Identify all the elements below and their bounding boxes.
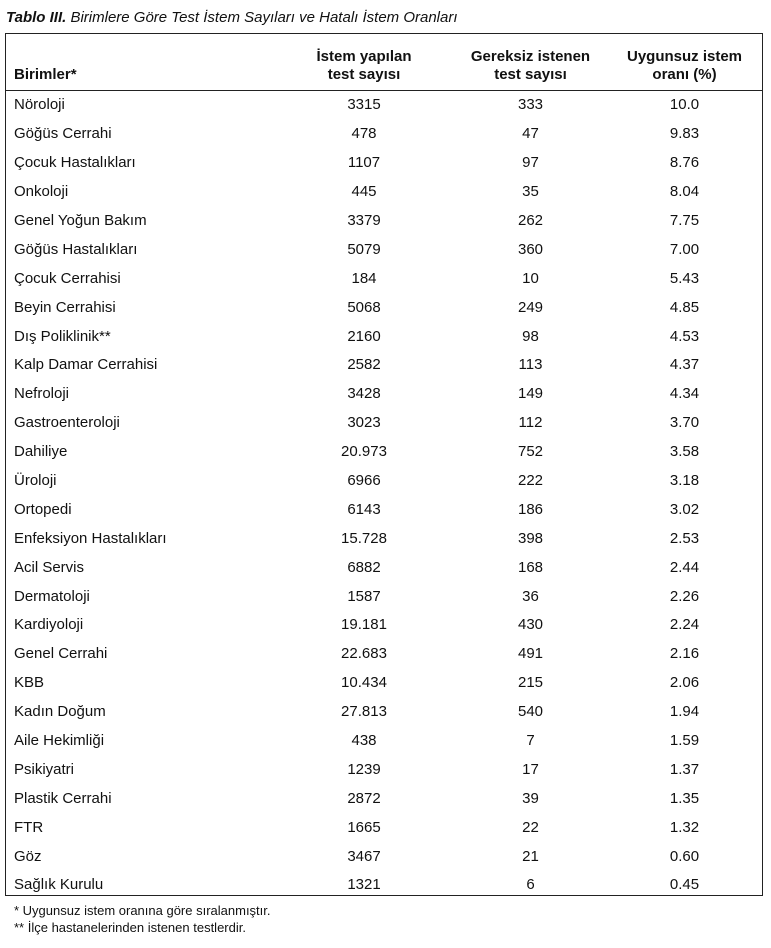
cell-unnecessary: 113	[518, 356, 543, 374]
cell-ratio: 2.24	[669, 616, 700, 634]
cell-unnecessary: 36	[522, 587, 539, 605]
cell-unnecessary: 249	[517, 298, 544, 316]
caption-text: Birimlere Göre Test İstem Sayıları ve Hatalı İstem Oranları	[66, 9, 458, 26]
cell-unnecessary: 22	[522, 818, 539, 836]
cell-requested: 3379	[347, 212, 381, 229]
cell-unnecessary: 47	[522, 125, 539, 143]
cell-unnecessary: 752	[517, 443, 544, 461]
cell-unnecessary: 39	[522, 789, 539, 807]
cell-requested: 478	[351, 125, 377, 143]
cell-ratio: 1.37	[669, 760, 700, 778]
cell-ratio: 0.60	[669, 847, 700, 865]
table-row	[6, 149, 762, 178]
cell-ratio: 1.59	[669, 732, 700, 750]
cell-unnecessary: 540	[517, 703, 544, 721]
cell-requested: 1587	[347, 587, 381, 605]
cell-ratio: 4.37	[669, 356, 700, 374]
table-row	[6, 322, 762, 351]
cell-unnecessary: 186	[517, 500, 544, 518]
cell-requested: 438	[351, 732, 377, 750]
cell-unit: Dermatoloji	[14, 587, 90, 605]
cell-requested: 3023	[347, 414, 381, 432]
cell-unnecessary: 222	[517, 472, 544, 490]
cell-ratio: 9.83	[669, 125, 700, 143]
cell-unnecessary: 215	[517, 674, 544, 692]
cell-unnecessary: 21	[522, 847, 539, 865]
table-row	[6, 698, 762, 727]
cell-requested: 20.973	[341, 443, 387, 461]
cell-requested: 15.728	[341, 529, 387, 547]
footnote-1: * Uygunsuz istem oranına göre sıralanmıştır.	[14, 903, 271, 918]
cell-ratio: 5.43	[669, 269, 700, 287]
header-requested-line1: İstem yapılan	[316, 48, 412, 65]
cell-unit: Kardiyoloji	[14, 616, 84, 634]
table-row	[6, 235, 762, 264]
table-body	[6, 91, 762, 900]
header-ratio-line2: oranı (%)	[652, 66, 717, 83]
cell-ratio: 7.75	[669, 212, 700, 229]
cell-unit: Üroloji	[14, 472, 57, 490]
cell-requested: 22.683	[341, 645, 387, 663]
data-table	[6, 34, 762, 900]
header-unit: Birimler*	[6, 34, 274, 91]
cell-ratio: 4.85	[669, 298, 700, 316]
cell-unnecessary: 7	[526, 732, 535, 750]
cell-unnecessary: 17	[522, 760, 539, 778]
table-row	[6, 351, 762, 380]
table-row	[6, 438, 762, 467]
cell-unnecessary: 10	[522, 269, 539, 287]
cell-requested: 2872	[347, 789, 381, 807]
cell-unit: Göğüs Cerrahi	[14, 125, 112, 143]
cell-ratio: 2.16	[669, 645, 700, 663]
cell-requested: 1239	[347, 760, 381, 778]
cell-unit: Beyin Cerrahisi	[14, 298, 116, 316]
cell-unit: Dış Poliklinik**	[14, 327, 111, 345]
table-row	[6, 784, 762, 813]
cell-unnecessary: 98	[522, 327, 539, 345]
cell-unit: Plastik Cerrahi	[14, 789, 112, 807]
cell-ratio: 10.0	[669, 96, 700, 114]
header-unnecessary	[454, 34, 607, 91]
header-ratio	[607, 34, 762, 91]
footnote-2: ** İlçe hastanelerinden istenen testlerdir.	[14, 920, 246, 935]
table-row	[6, 553, 762, 582]
table-caption	[6, 8, 458, 28]
table-row	[6, 91, 762, 120]
header-unnecessary-line2: test sayısı	[494, 66, 567, 83]
cell-requested: 1107	[347, 154, 381, 172]
cell-ratio: 8.04	[669, 183, 700, 201]
cell-requested: 1321	[347, 876, 381, 894]
cell-requested: 19.181	[341, 616, 387, 634]
table-row	[6, 293, 762, 322]
cell-requested: 3428	[347, 385, 381, 403]
cell-requested: 5068	[347, 298, 381, 316]
table-row	[6, 755, 762, 784]
cell-unnecessary: 149	[517, 385, 544, 403]
caption-label: Tablo III.	[6, 9, 67, 26]
table-row	[6, 871, 762, 900]
table-row	[6, 669, 762, 698]
cell-requested: 2160	[347, 327, 381, 345]
cell-unit: Acil Servis	[14, 558, 85, 576]
cell-requested: 2582	[347, 356, 381, 374]
table-row	[6, 495, 762, 524]
table-row	[6, 524, 762, 553]
cell-unnecessary: 333	[517, 96, 544, 114]
header-unnecessary-line1: Gereksiz istenen	[470, 48, 591, 65]
cell-requested: 3467	[347, 847, 381, 865]
cell-ratio: 4.53	[669, 327, 700, 345]
cell-unit: Gastroenteroloji	[14, 414, 120, 432]
cell-requested: 27.813	[341, 703, 387, 721]
table-row	[6, 207, 762, 236]
cell-ratio: 1.32	[669, 818, 700, 836]
cell-unnecessary: 430	[517, 616, 544, 634]
cell-unit: Dahiliye	[14, 443, 68, 461]
cell-ratio: 8.76	[669, 154, 700, 172]
cell-unnecessary: 112	[518, 414, 543, 432]
cell-ratio: 1.94	[669, 703, 700, 721]
table-row	[6, 380, 762, 409]
cell-unnecessary: 398	[517, 529, 544, 547]
cell-requested: 445	[351, 183, 377, 201]
cell-unit: Psikiyatri	[14, 760, 75, 778]
cell-unit: Kadın Doğum	[14, 703, 106, 721]
table-row	[6, 120, 762, 149]
table-row	[6, 178, 762, 207]
cell-unit: FTR	[14, 818, 44, 836]
table-row	[6, 611, 762, 640]
cell-unit: KBB	[14, 674, 45, 692]
cell-requested: 6966	[347, 472, 381, 490]
table-row	[6, 582, 762, 611]
cell-unit: Onkoloji	[14, 183, 69, 201]
cell-requested: 10.434	[341, 674, 387, 692]
table-row	[6, 264, 762, 293]
table-row	[6, 842, 762, 871]
cell-unnecessary: 6	[526, 876, 535, 894]
cell-unit: Nöroloji	[14, 96, 65, 114]
cell-unit: Genel Yoğun Bakım	[14, 212, 147, 229]
cell-ratio: 3.02	[669, 500, 700, 518]
cell-requested: 1665	[347, 818, 381, 836]
header-requested	[274, 34, 454, 91]
header-requested-line2: test sayısı	[327, 66, 401, 83]
table-row	[6, 813, 762, 842]
cell-unnecessary: 168	[517, 558, 544, 576]
cell-unit: Göğüs Hastalıkları	[14, 240, 138, 258]
cell-unit: Ortopedi	[14, 500, 72, 518]
cell-ratio: 2.26	[669, 587, 700, 605]
cell-unnecessary: 35	[522, 183, 539, 201]
cell-ratio: 3.58	[669, 443, 700, 461]
cell-ratio: 2.44	[669, 558, 700, 576]
cell-ratio: 0.45	[669, 876, 700, 894]
cell-ratio: 1.35	[669, 789, 700, 807]
cell-requested: 6143	[347, 500, 381, 518]
table-row	[6, 640, 762, 669]
cell-ratio: 2.06	[669, 674, 700, 692]
table-row	[6, 409, 762, 438]
cell-requested: 6882	[347, 558, 381, 576]
cell-unit: Göz	[14, 847, 42, 865]
cell-unnecessary: 97	[522, 154, 539, 172]
cell-requested: 184	[351, 269, 377, 287]
cell-unnecessary: 360	[517, 240, 544, 258]
cell-requested: 3315	[347, 96, 381, 114]
cell-unit: Çocuk Cerrahisi	[14, 269, 121, 287]
cell-unit: Nefroloji	[14, 385, 70, 403]
cell-unit: Genel Cerrahi	[14, 645, 108, 663]
table-row	[6, 727, 762, 756]
cell-requested: 5079	[347, 240, 381, 258]
cell-unit: Kalp Damar Cerrahisi	[14, 356, 158, 374]
cell-ratio: 3.70	[669, 414, 700, 432]
table-frame	[5, 33, 763, 896]
cell-unnecessary: 262	[517, 212, 544, 229]
cell-ratio: 3.18	[669, 472, 700, 490]
cell-unit: Sağlık Kurulu	[14, 876, 104, 894]
cell-unit: Enfeksiyon Hastalıkları	[14, 529, 167, 547]
cell-ratio: 2.53	[669, 529, 700, 547]
header-row	[6, 34, 762, 91]
footnotes	[14, 902, 271, 936]
table-row	[6, 467, 762, 496]
header-ratio-line1: Uygunsuz istem	[626, 48, 743, 65]
cell-unnecessary: 491	[517, 645, 544, 663]
cell-ratio: 4.34	[669, 385, 700, 403]
cell-unit: Çocuk Hastalıkları	[14, 154, 136, 172]
cell-unit: Aile Hekimliği	[14, 732, 105, 750]
cell-ratio: 7.00	[669, 240, 700, 258]
